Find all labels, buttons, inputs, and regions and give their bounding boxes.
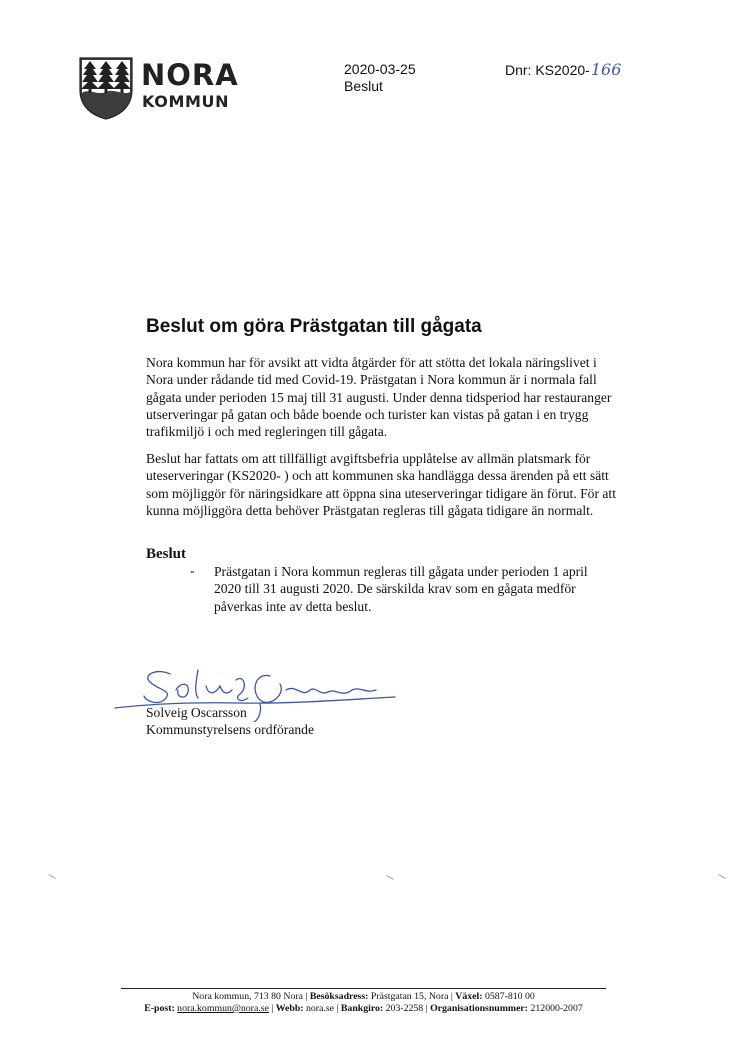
footer-line-1 bbox=[121, 991, 606, 1003]
scan-mark bbox=[718, 874, 725, 879]
footer-org-number: 212000-2007 bbox=[530, 1003, 583, 1014]
footer-giro-label: Bankgiro: bbox=[340, 1003, 384, 1014]
body-paragraph-1: Nora kommun har för avsikt att vidta åtgärder för att stötta det lokala näringslivet i Nora under rådande tid med Covid-19. Prästgatan i Nora kommun är i normala fall gågata under perioden 15 maj till 31 augusti. Under denna tidsperiod har restauranger utserveringar på gatan och både boende och turister kan vistas på gatan i en trygg trafikmiljö i och med regleringen till gågata. bbox=[146, 355, 612, 440]
footer-org-label: Organisationsnummer: bbox=[430, 1003, 529, 1014]
pine-trees-shield-icon bbox=[78, 56, 134, 120]
signer-name: Solveig Oscarsson bbox=[146, 705, 247, 720]
footer-address-label: Besöksadress: bbox=[309, 991, 369, 1002]
decision-heading: Beslut bbox=[146, 546, 187, 562]
footer-web-label: Webb: bbox=[275, 1003, 304, 1014]
brand-name: NORA bbox=[141, 58, 239, 92]
footer-organization: Nora kommun, 713 80 Nora | bbox=[192, 991, 308, 1002]
signer-block bbox=[146, 704, 314, 739]
footer-email-link[interactable]: nora.kommun@nora.se bbox=[177, 1003, 269, 1014]
brand-subtitle: KOMMUN bbox=[142, 92, 230, 111]
footer-email-label: E-post: bbox=[144, 1003, 175, 1014]
footer-phone: 0587-810 00 bbox=[484, 991, 535, 1002]
diary-number bbox=[505, 61, 621, 79]
footer-giro: 203-2258 | bbox=[385, 1003, 428, 1014]
body-paragraph-2: Beslut har fattats om att tillfälligt avgiftsbefria upplåtelse av allmän platsmark för uteserveringar (KS2020- ) och att kommunen ska handlägga dessa ärenden på ett sätt som möjliggör för näringsidkare att öppna sina uteserveringar tidigare än förut. För att kunna möjliggöra detta behöver Prästgatan regleras till gågata tidigare än normalt. bbox=[146, 451, 616, 518]
document-title: Beslut om göra Prästgatan till gågata bbox=[146, 316, 482, 337]
signer-role: Kommunstyrelsens ordförande bbox=[146, 722, 314, 738]
document-type: Beslut bbox=[344, 78, 383, 94]
footer-line-2: E-post: nora.kommun@nora.se | Webb: nora.se | Bankgiro: 203-2258 | Organisationsnummer: 212000-2007 bbox=[144, 1003, 583, 1014]
scan-mark bbox=[48, 874, 55, 879]
document-meta bbox=[344, 61, 416, 95]
footer-web-link[interactable]: nora.se | bbox=[306, 1003, 339, 1014]
decision-item: Prästgatan i Nora kommun regleras till gågata under perioden 1 april 2020 till 31 augusti 2020. De särskilda krav som en gågata medför påverkas inte av detta beslut. bbox=[214, 564, 588, 614]
decision-bullet-dash: - bbox=[190, 563, 195, 578]
scan-mark bbox=[386, 875, 393, 880]
footer-divider bbox=[121, 988, 606, 989]
document-date: 2020-03-25 bbox=[344, 61, 416, 77]
footer-address: Prästgatan 15, Nora | bbox=[370, 991, 453, 1002]
diary-number-handwritten: 166 bbox=[590, 60, 622, 79]
diary-number-label: Dnr: KS2020- bbox=[505, 62, 590, 78]
footer-phone-label: Växel: bbox=[455, 991, 483, 1002]
